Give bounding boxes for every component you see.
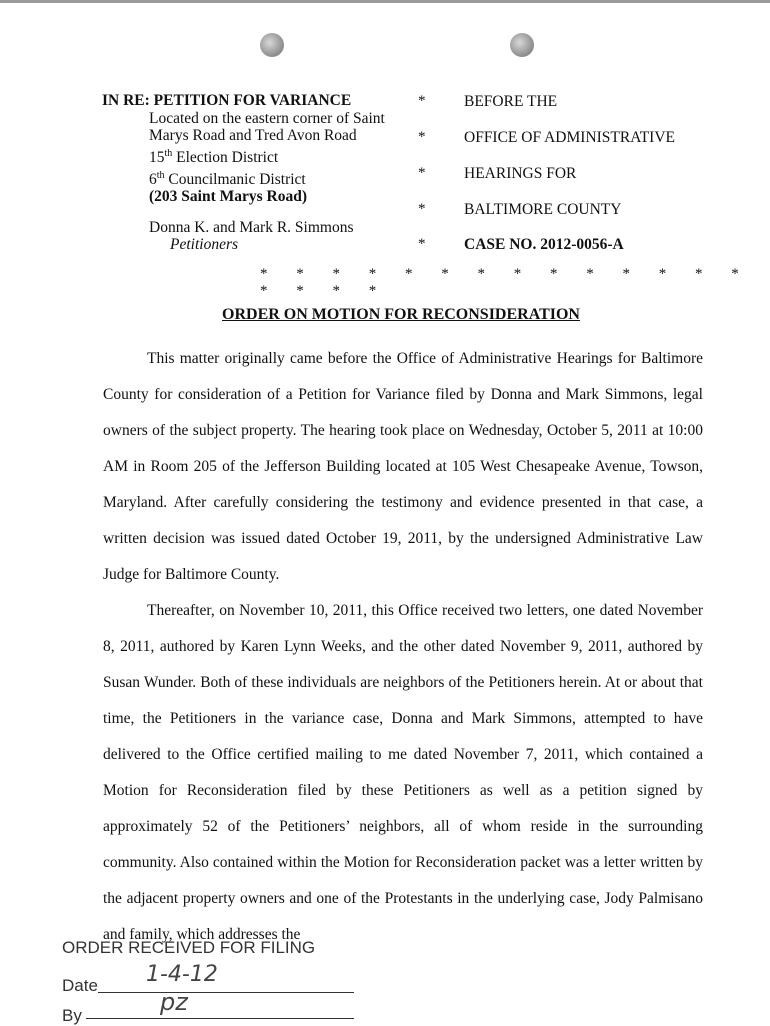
punch-hole-right [510,33,534,57]
date-line [98,992,354,993]
order-body [103,341,703,953]
court-line-county: BALTIMORE COUNTY [464,201,622,218]
caption-star: * [418,129,426,145]
court-line-office: OFFICE OF ADMINISTRATIVE [464,129,675,146]
filing-stamp-date-label: Date [62,976,98,995]
paragraph: Thereafter, on November 10, 2011, this Office received two letters, one dated November 8, 2011, authored by Karen Lynn Weeks, and the other dated November 9, 2011, authored by Susan Wunder. Both of these individuals are neighbors of the Petitioners herein. At or about that time, the Petitioners in the variance case, Donna and Mark Simmons, attempted to have delivered to the Office certified mailing to me dated November 7, 2011, which contained a Motion for Reconsideration filed by these Petitioners as well as a petition signed by approximately 52 of the Petitioners’ neighbors, all of whom reside in the surrounding community. Also contained within the Motion for Reconsideration packet was a letter written by the adjacent property owners and one of the Protestants in the underlying case, Jody Palmisano and family, which addresses the [103,602,703,943]
star-divider: * * * * * * * * * * * * * * * * * * [260,266,752,299]
caption-star: * [418,165,426,181]
caption-star: * [418,93,426,109]
caption-location-line1: Located on the eastern corner of Saint [149,109,385,127]
filing-stamp-title: ORDER RECEIVED FOR FILING [62,938,316,957]
caption-address: (203 Saint Marys Road) [149,188,308,206]
handwritten-initials: pz [160,988,188,1016]
case-caption [102,92,385,254]
caption-star: * [418,201,426,217]
by-line [86,1018,354,1019]
caption-petitioner-role: Petitioners [170,236,239,254]
filing-stamp-by-label: By [62,1006,82,1025]
caption-election-district: 15th Election District [149,147,279,166]
caption-star: * [418,236,426,252]
court-line-hearings: HEARINGS FOR [464,165,577,182]
caption-location-line2: Marys Road and Tred Avon Road [149,127,357,145]
caption-heading: IN RE: PETITION FOR VARIANCE [102,92,352,109]
order-title: ORDER ON MOTION FOR RECONSIDERATION [222,306,580,323]
handwritten-date: 1-4-12 [146,962,218,987]
scan-edge [0,0,770,3]
punch-hole-left [260,33,284,57]
case-number: CASE NO. 2012-0056-A [464,236,624,253]
caption-councilmanic-district: 6th Councilmanic District [149,169,306,188]
caption-petitioner-names: Donna K. and Mark R. Simmons [149,218,354,236]
court-line-before: BEFORE THE [464,93,558,110]
paragraph: This matter originally came before the Office of Administrative Hearings for Baltimore County for consideration of a Petition for Variance filed by Donna and Mark Simmons, legal owners of the subject property. The hearing took place on Wednesday, October 5, 2011 at 10:00 AM in Room 205 of the Jefferson Building located at 105 West Chesapeake Avenue, Towson, Maryland. After carefully considering the testimony and evidence presented in that case, a written decision was issued dated October 19, 2011, by the undersigned Administrative Law Judge for Baltimore County. [103,350,703,583]
